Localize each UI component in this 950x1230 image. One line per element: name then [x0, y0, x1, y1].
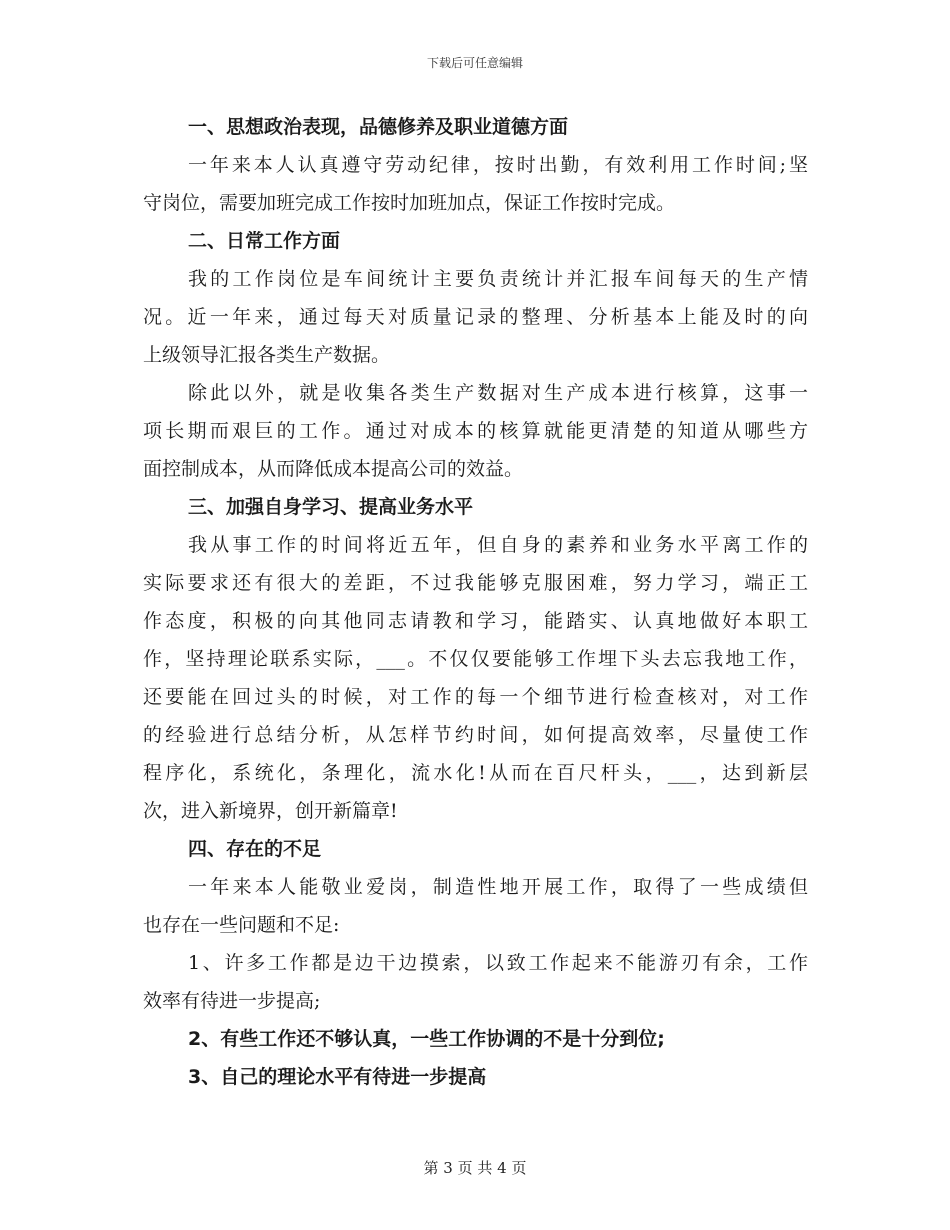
paragraph-line: 的经验进行总结分析，从怎样节约时间，如何提高效率，尽量使工作 — [143, 724, 808, 746]
paragraph-line: 实际要求还有很大的差距，不过我能够克服困难，努力学习，端正工 — [143, 572, 808, 594]
paragraph — [143, 260, 808, 374]
paragraph-line: 还要能在回过头的时候，对工作的每一个细节进行检查核对，对工作 — [143, 686, 808, 708]
section-heading-4: 四、存在的不足 — [188, 838, 322, 860]
paragraph-line: 上级领导汇报各类生产数据。 — [143, 344, 391, 366]
paragraph-line: 我的工作岗位是车间统计主要负责统计并汇报车间每天的生产情 — [188, 268, 808, 290]
paragraph-line: 程序化，系统化，条理化，流水化!从而在百尺杆头，___，达到新层 — [143, 762, 808, 784]
paragraph-line: 次，进入新境界，创开新篇章! — [143, 800, 398, 822]
paragraph — [143, 868, 808, 944]
paragraph-line: 也存在一些问题和不足: — [143, 914, 340, 936]
paragraph — [143, 374, 808, 488]
paragraph — [143, 526, 808, 830]
section-heading-1: 一、思想政治表现，品德修养及职业道德方面 — [188, 116, 569, 138]
paragraph-line: 守岗位，需要加班完成工作按时加班加点，保证工作按时完成。 — [143, 192, 676, 214]
paragraph-line: 一年来本人认真遵守劳动纪律，按时出勤，有效利用工作时间;坚 — [188, 154, 808, 176]
paragraph-line: 作态度，积极的向其他同志请教和学习，能踏实、认真地做好本职工 — [143, 610, 808, 632]
paragraph — [143, 146, 808, 222]
section-heading-2: 二、日常工作方面 — [188, 230, 341, 252]
paragraph-line: 面控制成本，从而降低成本提高公司的效益。 — [143, 458, 524, 480]
list-item-3: 3、自己的理论水平有待进一步提高 — [188, 1066, 487, 1088]
paragraph-line: 况。近一年来，通过每天对质量记录的整理、分析基本上能及时的向 — [143, 306, 808, 328]
section-heading-3: 三、加强自身学习、提高业务水平 — [188, 496, 474, 518]
document-body — [143, 108, 808, 1096]
page-number: 第 3 页 共 4 页 — [423, 1159, 527, 1177]
paragraph-line: 我从事工作的时间将近五年，但自身的素养和业务水平离工作的 — [188, 534, 808, 556]
paragraph-line: 1、许多工作都是边干边摸索，以致工作起来不能游刃有余，工作 — [188, 952, 808, 974]
paragraph — [143, 944, 808, 1020]
header-note: 下载后可任意编辑 — [426, 56, 523, 70]
paragraph-line: 一年来本人能敬业爱岗，制造性地开展工作，取得了一些成绩但 — [188, 876, 808, 898]
paragraph-line: 除此以外，就是收集各类生产数据对生产成本进行核算，这事一 — [188, 382, 808, 404]
paragraph-line: 作，坚持理论联系实际，___。不仅仅要能够工作埋下头去忘我地工作， — [143, 648, 808, 670]
paragraph-line: 项长期而艰巨的工作。通过对成本的核算就能更清楚的知道从哪些方 — [143, 420, 808, 442]
list-item-2: 2、有些工作还不够认真，一些工作协调的不是十分到位; — [188, 1028, 665, 1050]
paragraph-line: 效率有待进一步提高; — [143, 990, 321, 1012]
